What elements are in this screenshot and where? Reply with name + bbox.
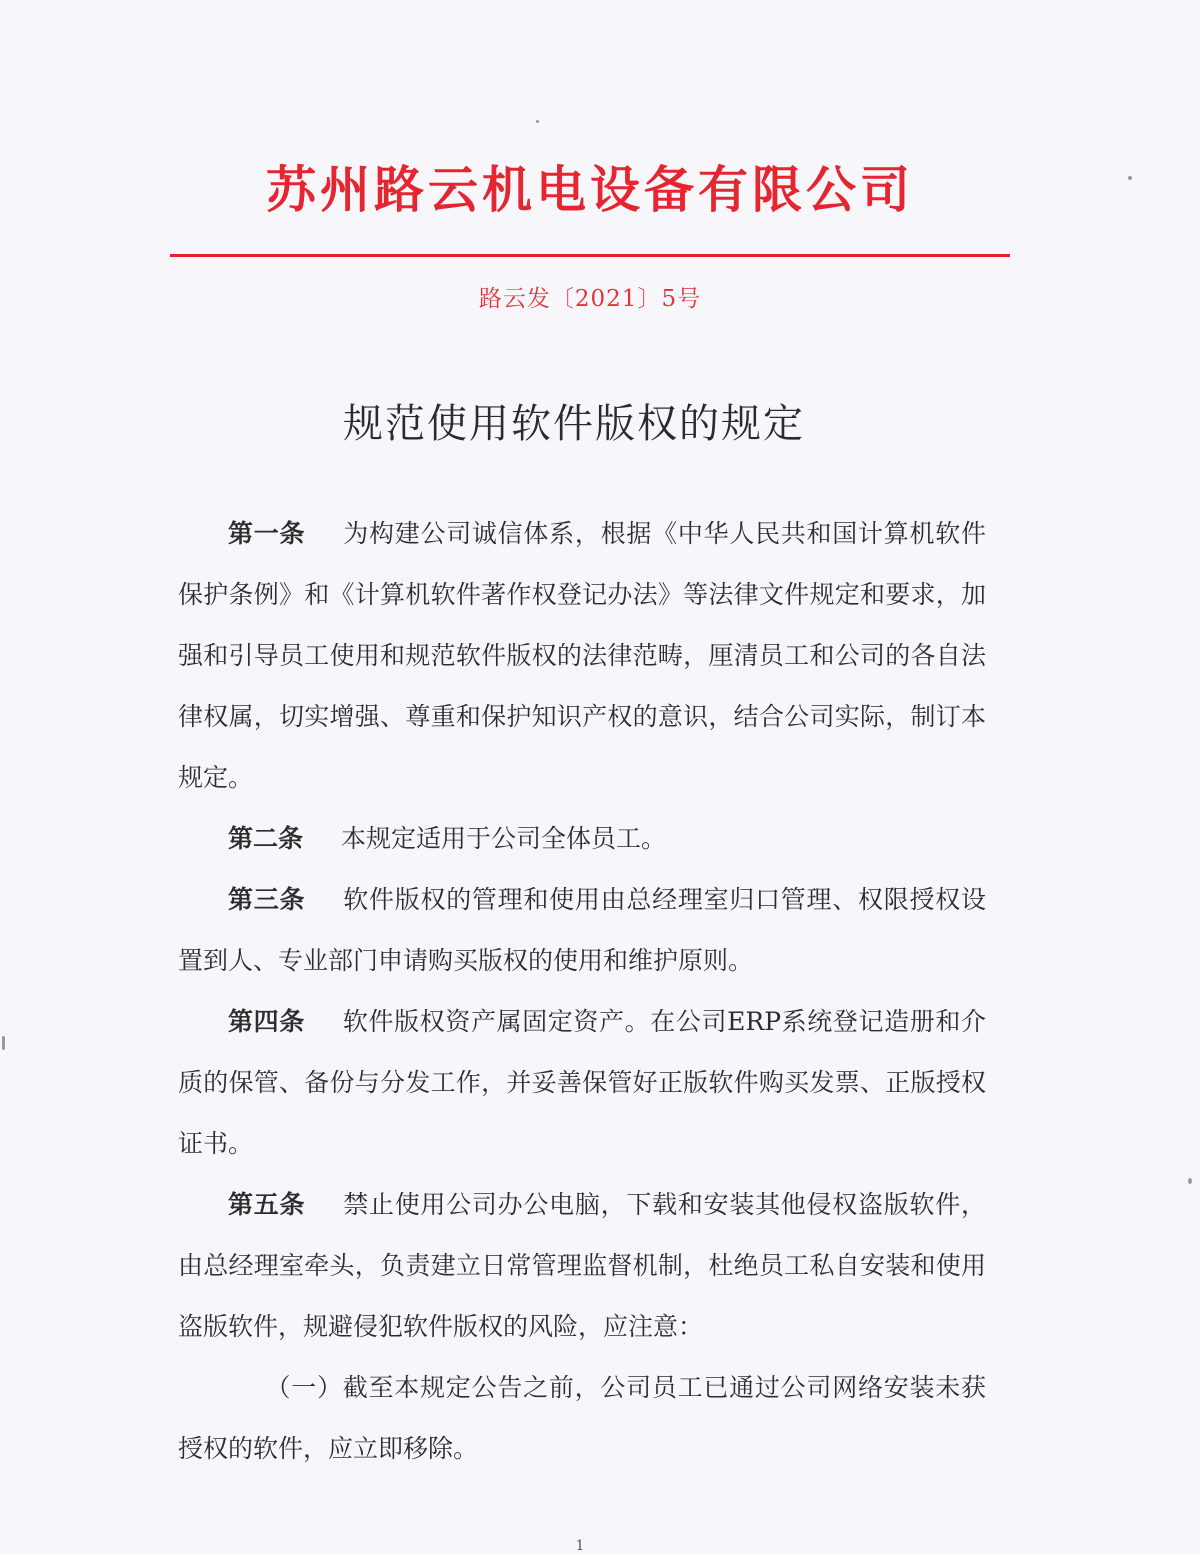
article-text: 为构建公司诚信体系，根据《中华人民共和国计算机软件保护条例》和《计算机软件著作权登记办法》等法律文件规定和要求，加强和引导员工使用和规范软件版权的法律范畴，厘清员工和公司的各自法律权属，切实增强、尊重和保护知识产权的意识，结合公司实际，制订本规定。 xyxy=(178,519,986,792)
article-3 xyxy=(178,869,986,991)
article-text: 软件版权资产属固定资产。在公司ERP系统登记造册和介质的保管、备份与分发工作，并妥善保管好正版软件购买发票、正版授权证书。 xyxy=(178,1007,986,1158)
article-text: 本规定适用于公司全体员工。 xyxy=(341,824,667,853)
article-1 xyxy=(178,503,986,808)
scan-speck xyxy=(2,1036,5,1050)
document-number: 路云发〔2021〕5号 xyxy=(478,286,702,312)
document-title: 规范使用软件版权的规定 xyxy=(343,401,805,447)
header-red-rule xyxy=(170,254,1010,257)
scan-speck xyxy=(1188,1178,1192,1184)
item-text: （一）截至本规定公告之前，公司员工已通过公司网络安装未获授权的软件，应立即移除。 xyxy=(178,1373,986,1463)
page-number: 1 xyxy=(575,1538,585,1554)
article-5 xyxy=(178,1174,986,1357)
article-5-item-1 xyxy=(178,1357,986,1479)
article-text: 禁止使用公司办公电脑，下载和安装其他侵权盗版软件，由总经理室牵头，负责建立日常管理监督机制，杜绝员工私自安装和使用盗版软件，规避侵犯软件版权的风险，应注意： xyxy=(178,1190,986,1341)
article-label: 第四条 xyxy=(228,1007,305,1036)
scan-speck xyxy=(536,120,539,123)
article-label: 第五条 xyxy=(228,1190,306,1219)
company-name-header: 苏州路云机电设备有限公司 xyxy=(266,161,914,219)
document-body xyxy=(178,503,986,1479)
scan-speck xyxy=(1128,176,1132,180)
article-text: 软件版权的管理和使用由总经理室归口管理、权限授权设置到人、专业部门申请购买版权的使用和维护原则。 xyxy=(178,885,986,975)
article-label: 第一条 xyxy=(228,519,306,548)
article-2 xyxy=(178,808,986,869)
article-label: 第二条 xyxy=(228,824,304,853)
article-4 xyxy=(178,991,986,1174)
article-label: 第三条 xyxy=(228,885,306,914)
